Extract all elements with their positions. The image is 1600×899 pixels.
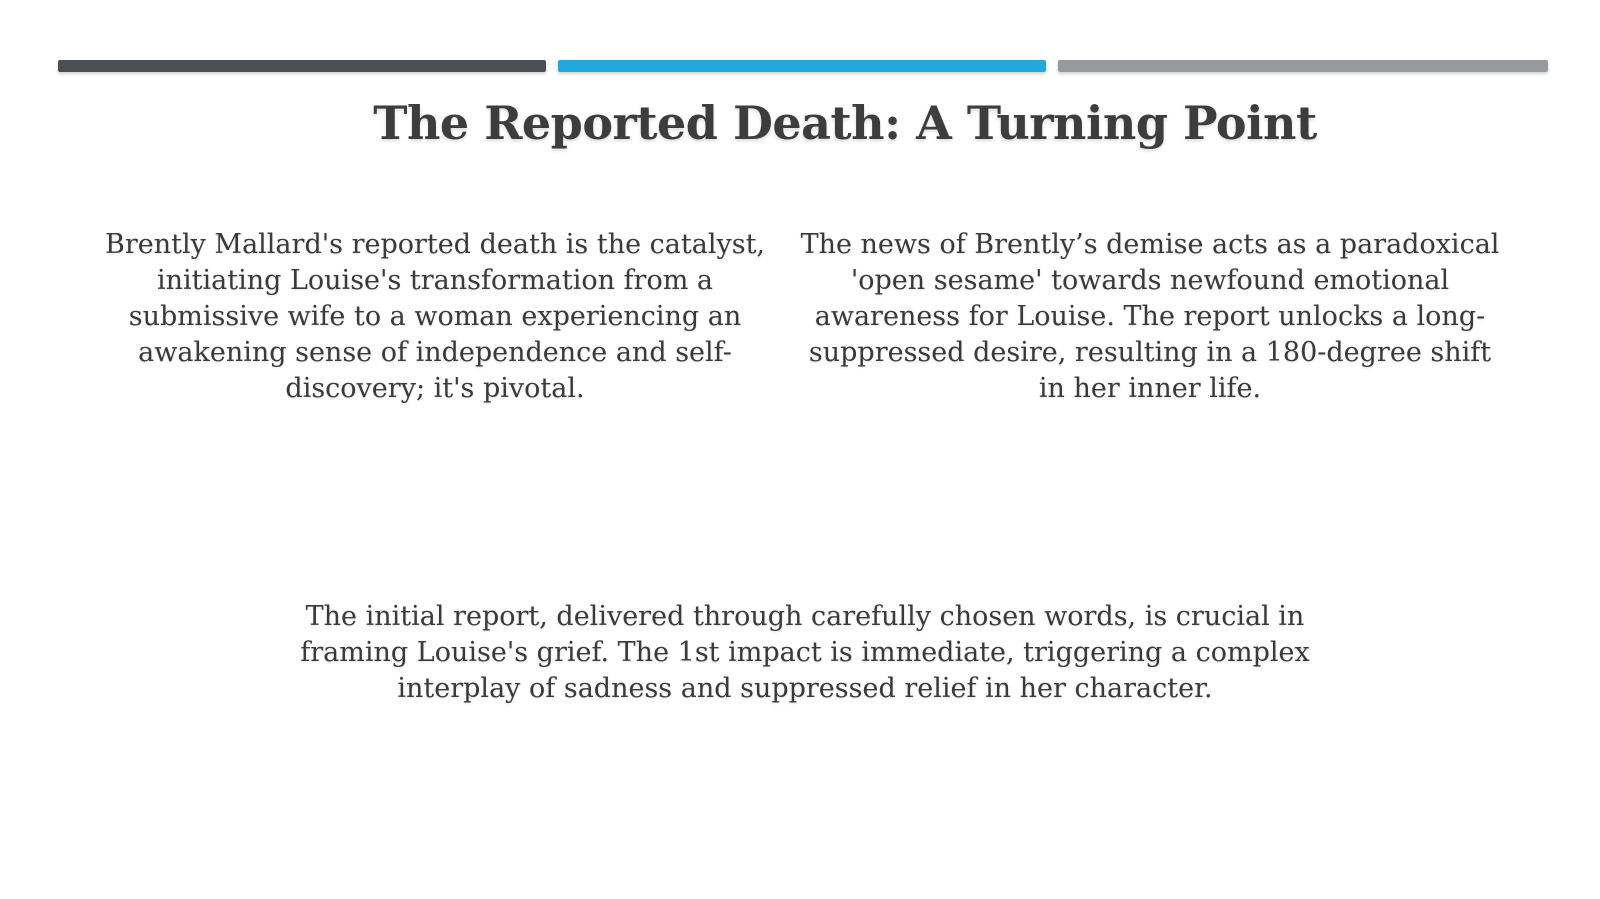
paragraph-left: Brently Mallard's reported death is the catalyst, initiating Louise's transformation from a submissive wife to a woman experiencing an awakening sense of independence and self-discovery; it's pivotal. <box>104 229 766 404</box>
accent-bar-blue <box>558 60 1046 72</box>
accent-bar-gray <box>1058 60 1548 72</box>
accent-bar-dark <box>58 60 546 72</box>
slide-title: The Reported Death: A Turning Point <box>373 96 1317 150</box>
paragraph-bottom: The initial report, delivered through carefully chosen words, is crucial in framing Louise's grief. The 1st impact is immediate, triggering a complex interplay of sadness and suppressed relief in her character. <box>300 601 1310 704</box>
paragraph-right: The news of Brently’s demise acts as a paradoxical 'open sesame' towards newfound emotional awareness for Louise. The report unlocks a long-suppressed desire, resulting in a 180-degree shift in her inner life. <box>800 229 1500 404</box>
